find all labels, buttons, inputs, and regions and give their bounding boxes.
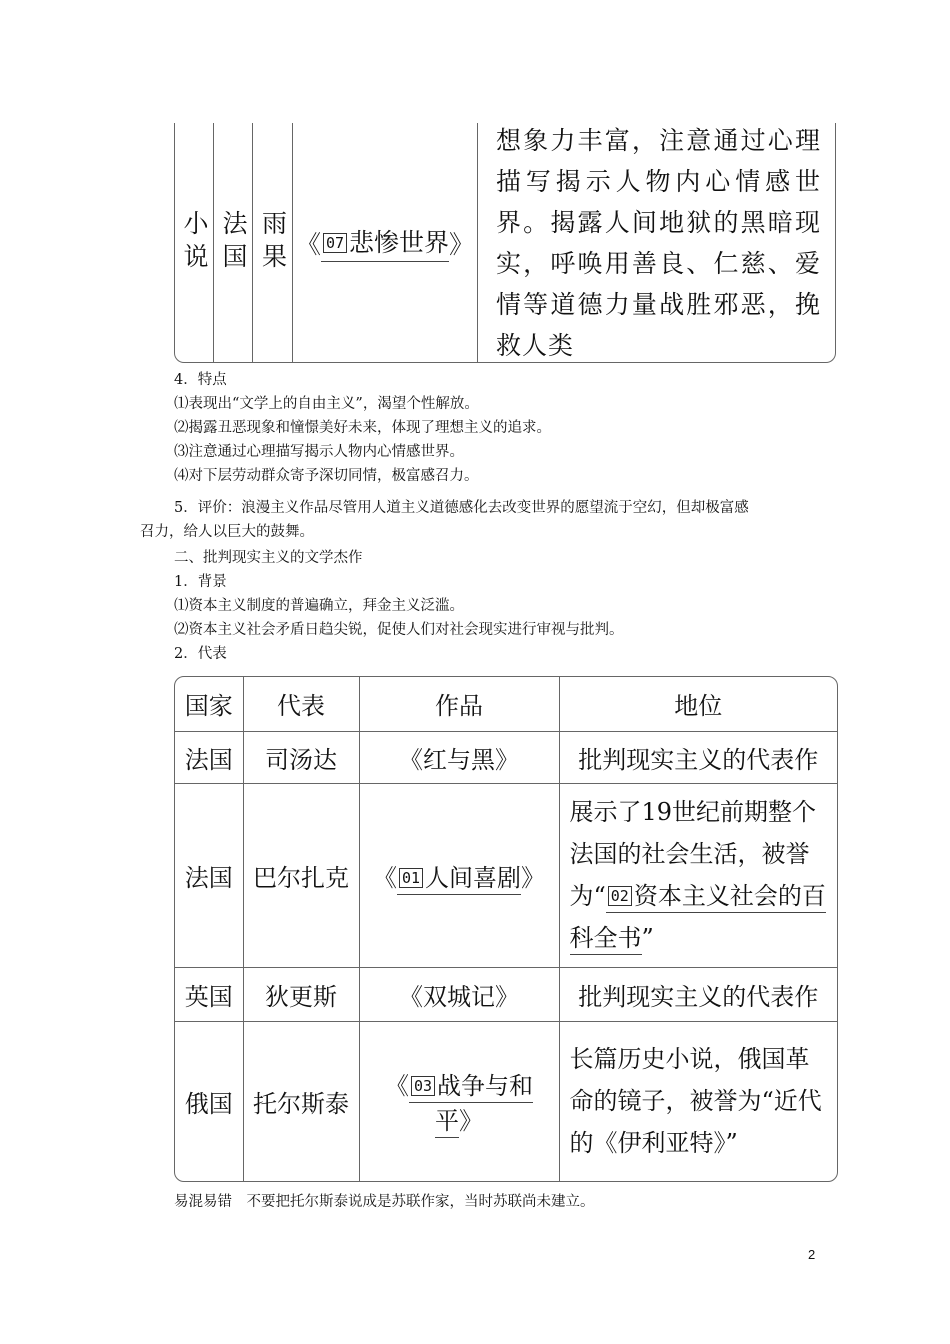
table-header-row <box>175 677 837 731</box>
table-row: 俄国 托尔斯泰 《 03 战争与和平》 长篇历史小说，俄国革命的镜子，被誉为“近代的《伊利亚特》” <box>175 1021 837 1181</box>
answer-blank: 01 人间喜剧 <box>397 864 521 895</box>
table-row: 英国 狄更斯 《双城记》 批判现实主义的代表作 <box>175 967 837 1021</box>
header-cell: 代表 <box>243 677 359 731</box>
table-row: 法国 司汤达 《红与黑》 批判现实主义的代表作 <box>175 731 837 783</box>
page-number: 2 <box>808 1247 816 1262</box>
section-heading: 2．代表 <box>174 646 227 662</box>
work-cell: 《 03 战争与和平》 <box>359 1021 559 1181</box>
answer-blank: 07 悲惨世界 <box>321 223 449 262</box>
blank-number: 03 <box>411 1076 435 1096</box>
genre-cell: 小说 <box>175 123 214 362</box>
error-note: 易混易错 不要把托尔斯泰说成是苏联作家，当时苏联尚未建立。 <box>174 1194 595 1210</box>
realism-table <box>174 676 838 1182</box>
list-item: ⑵揭露丑恶现象和憧憬美好未来，体现了理想主义的追求。 <box>174 420 551 436</box>
description-cell: 想象力丰富，注意通过心理描写揭示人物内心情感世界。揭露人间地狱的黑暗现实，呼唤用善良、仁慈、爱情等道德力量战胜邪恶，挽救人类 <box>496 125 821 360</box>
header-cell: 国家 <box>175 677 243 731</box>
section-heading: 1．背景 <box>174 574 227 590</box>
work-cell: 《 07 悲惨世界 》 <box>293 123 478 362</box>
header-cell: 作品 <box>359 677 559 731</box>
author-cell: 雨果 <box>253 123 293 362</box>
country-cell: 法国 <box>214 123 253 362</box>
table-row: 法国 巴尔扎克 《 01 人间喜剧》 展示了19世纪前期整个法国的社会生活，被誉为“ 02 资本主义社会的百科全书” <box>175 783 837 967</box>
blank-number: 01 <box>399 868 423 888</box>
romanticism-table <box>174 123 836 363</box>
answer-blank: 02 资本主义社会的百科全书 <box>570 882 826 955</box>
section-heading: 4．特点 <box>174 372 227 388</box>
answer-blank: 03 战争与和平 <box>409 1072 533 1138</box>
section-heading: 二、批判现实主义的文学杰作 <box>174 550 363 566</box>
list-item: ⑵资本主义社会矛盾日趋尖锐，促使人们对社会现实进行审视与批判。 <box>174 622 624 638</box>
list-item: ⑴表现出“文学上的自由主义”，渴望个性解放。 <box>174 396 479 412</box>
blank-number: 02 <box>608 886 632 906</box>
blank-number: 07 <box>323 233 347 253</box>
evaluation-line-2: 召力，给人以巨大的鼓舞。 <box>140 524 314 540</box>
header-cell: 地位 <box>559 677 837 731</box>
list-item: ⑶注意通过心理描写揭示人物内心情感世界。 <box>174 444 464 460</box>
status-cell: 展示了19世纪前期整个法国的社会生活，被誉为“ 02 资本主义社会的百科全书” <box>559 783 837 967</box>
list-item: ⑷对下层劳动群众寄予深切同情，极富感召力。 <box>174 468 479 484</box>
features-section <box>174 368 551 488</box>
evaluation-line: 5．评价：浪漫主义作品尽管用人道主义道德感化去改变世界的愿望流于空幻，但却极富感 <box>174 500 749 516</box>
work-cell: 《 01 人间喜剧》 <box>359 783 559 967</box>
realism-section <box>174 546 624 666</box>
list-item: ⑴资本主义制度的普遍确立，拜金主义泛滥。 <box>174 598 464 614</box>
